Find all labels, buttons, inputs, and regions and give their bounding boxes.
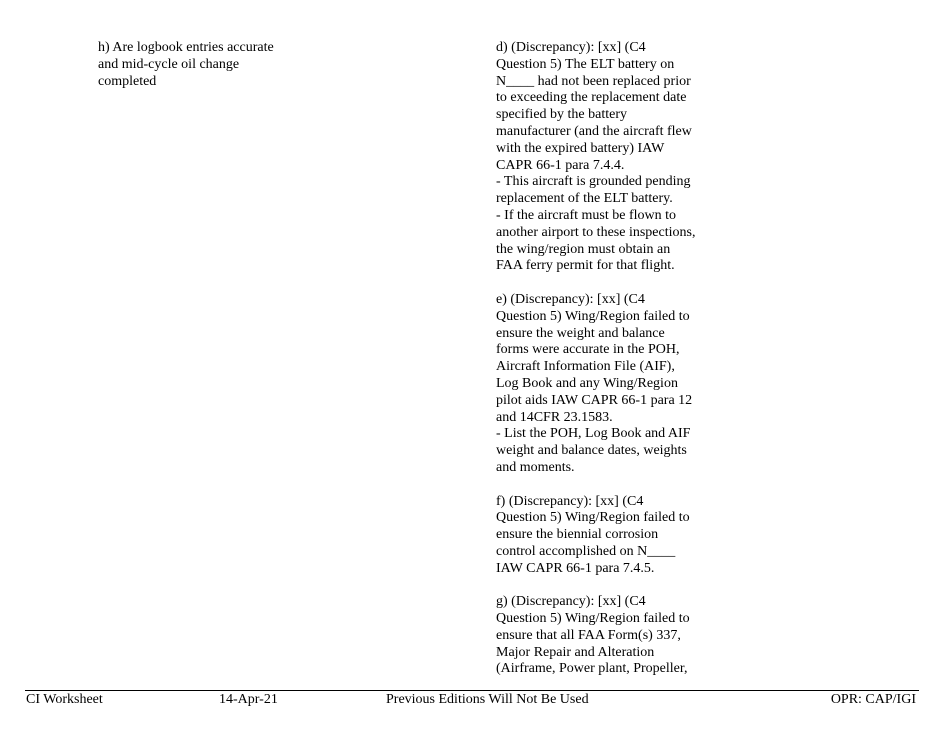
footer-divider: [25, 690, 919, 691]
right-column: [496, 40, 711, 678]
footer-notice: Previous Editions Will Not Be Used: [386, 692, 589, 707]
discrepancy-g: g) (Discrepancy): [xx] (C4 Question 5) Wing/Region failed to ensure that all FAA Form(s) 337, Major Repair and Alteration (Airframe, Power plant, Propeller,: [496, 594, 690, 677]
footer-form-name: CI Worksheet: [26, 692, 103, 707]
discrepancy-d: d) (Discrepancy): [xx] (C4 Question 5) The ELT battery on N____ had not been replaced prior to exceeding the replacement date specified by the battery manufacturer (and the aircraft flew with the expired battery) IAW CAPR 66-1 para 7.4.4. - This aircraft is grounded pending replacement of the ELT battery. - If the aircraft must be flown to another airport to these inspections, the wing/region must obtain an FAA ferry permit for that flight.: [496, 40, 696, 274]
footer-date: 14-Apr-21: [219, 692, 278, 707]
footer-opr: OPR: CAP/IGI: [830, 692, 916, 707]
left-column: [98, 40, 298, 90]
discrepancy-e: e) (Discrepancy): [xx] (C4 Question 5) Wing/Region failed to ensure the weight and balance forms were accurate in the POH, Aircraft Information File (AIF), Log Book and any Wing/Region pilot aids IAW CAPR 66-1 para 12 and 14CFR 23.1583. - List the POH, Log Book and AIF weight and balance dates, weights and moments.: [496, 291, 693, 475]
discrepancy-f: f) (Discrepancy): [xx] (C4 Question 5) Wing/Region failed to ensure the biennial corrosion control accomplished on N____ IAW CAPR 66-1 para 7.4.5.: [496, 493, 690, 576]
question-h: h) Are logbook entries accurate and mid-cycle oil change completed: [98, 40, 274, 89]
